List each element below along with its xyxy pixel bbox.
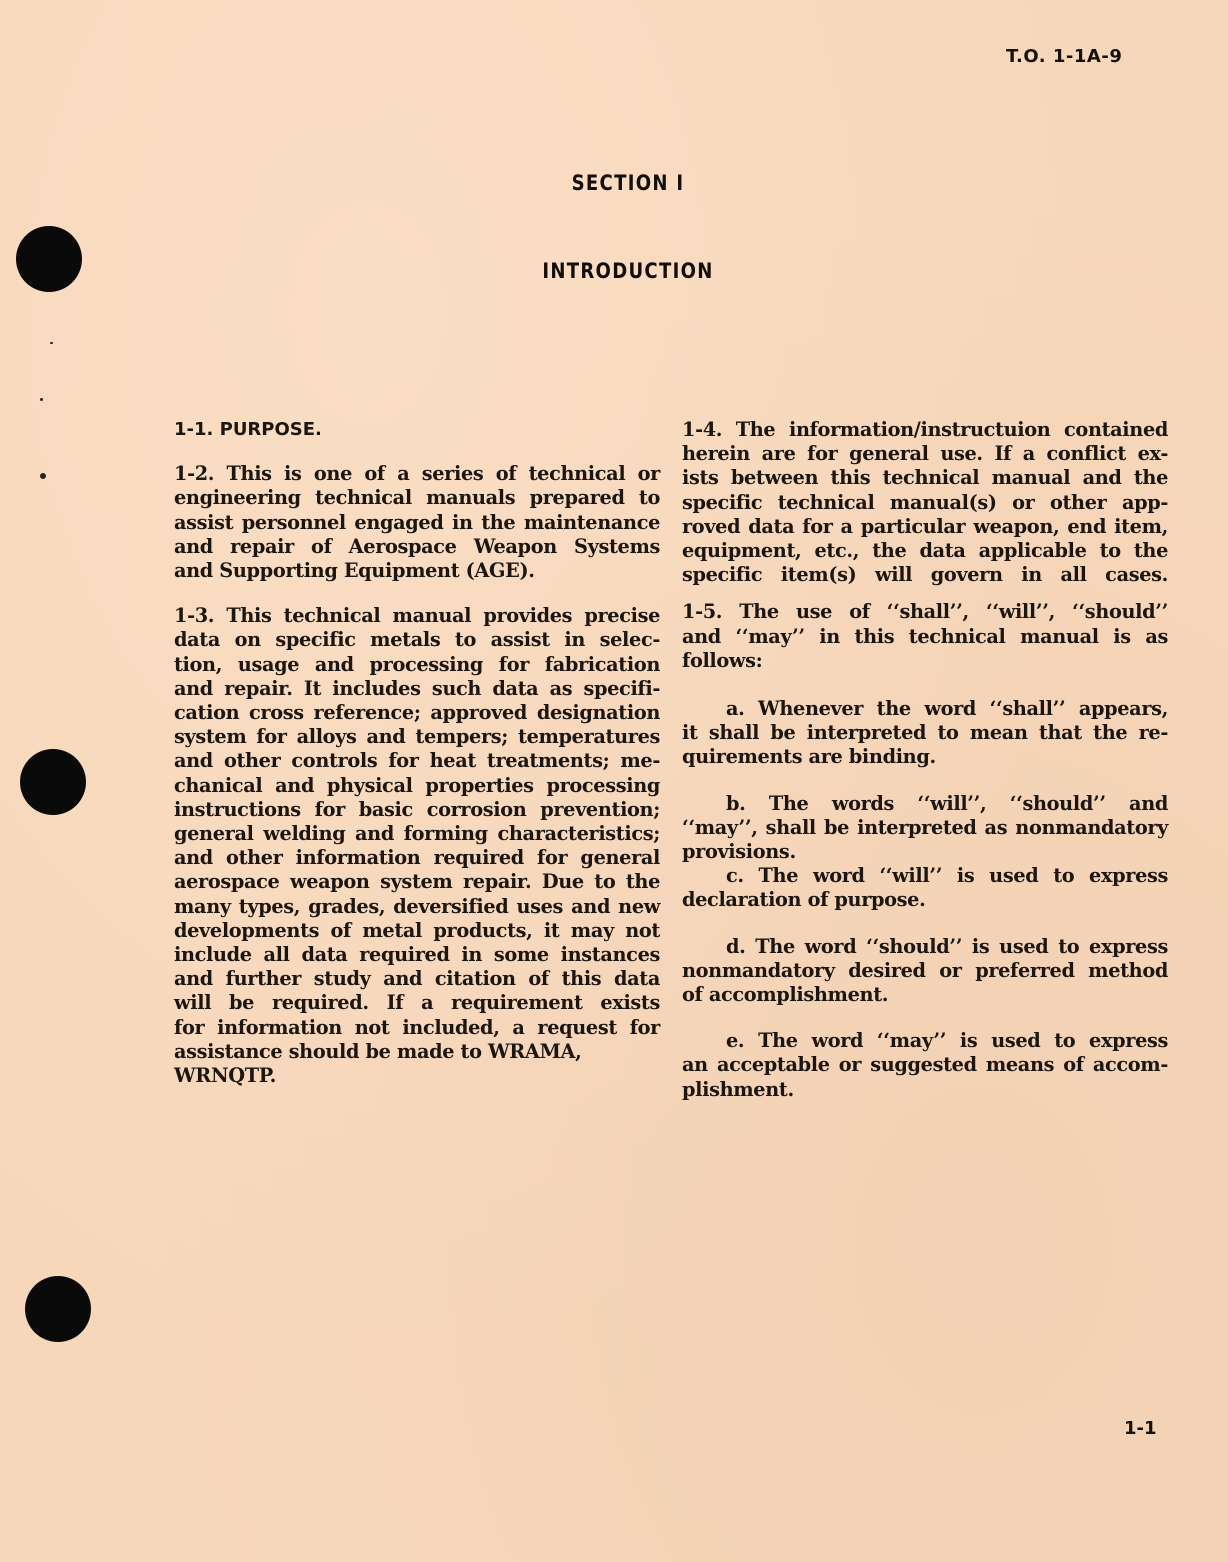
paragraph-heading-purpose: 1-1. PURPOSE. xyxy=(174,419,322,440)
paper-speck xyxy=(40,473,46,479)
text-line: equipment, etc., the data applicable to the xyxy=(682,539,1168,563)
text-line: cation cross reference; approved designation xyxy=(174,701,660,725)
text-line: nonmandatory desired or preferred method xyxy=(682,958,1168,982)
text-line: specific item(s) will govern in all cases. xyxy=(682,563,1168,587)
section-title: INTRODUCTION xyxy=(542,259,714,283)
text-line: assistance should be made to WRAMA, xyxy=(174,1039,582,1063)
text-line: 1-5. The use of ‘‘shall’’, ‘‘will’’, ‘‘should’’ xyxy=(682,600,1168,624)
paragraph-1-3 xyxy=(174,604,660,1088)
text-line: and further study and citation of this data xyxy=(174,967,660,991)
technical-order-number: T.O. 1-1A-9 xyxy=(1006,46,1123,67)
text-line: many types, grades, deversified uses and new xyxy=(174,894,660,918)
left-column xyxy=(174,418,660,1109)
text-line: include all data required in some instances xyxy=(174,943,660,967)
paragraph-1-5 xyxy=(682,600,1168,673)
text-line: and other controls for heat treatments; me- xyxy=(174,749,660,773)
text-line: plishment. xyxy=(682,1077,794,1101)
text-line: declaration of purpose. xyxy=(682,888,926,912)
text-line: provisions. xyxy=(682,840,796,864)
punch-hole-middle xyxy=(20,749,86,815)
text-line: and other information required for general xyxy=(174,846,660,870)
text-line: specific technical manual(s) or other app- xyxy=(682,490,1168,514)
punch-hole-top xyxy=(16,226,82,292)
text-line: and Supporting Equipment (AGE). xyxy=(174,559,535,583)
text-line: c. The word ‘‘will’’ is used to express xyxy=(726,864,1168,888)
text-line: tion, usage and processing for fabrication xyxy=(174,652,660,676)
text-line: d. The word ‘‘should’’ is used to express xyxy=(726,934,1168,958)
text-line: of accomplishment. xyxy=(682,983,889,1007)
sub-paragraph-b xyxy=(682,792,1168,865)
text-line: and repair. It includes such data as specifi- xyxy=(174,676,660,700)
sub-paragraph-e xyxy=(682,1029,1168,1102)
text-line: chanical and physical properties processing xyxy=(174,773,660,797)
text-line: it shall be interpreted to mean that the re- xyxy=(682,721,1168,745)
text-line: 1-4. The information/instructuion contained xyxy=(682,418,1168,441)
text-line: will be required. If a requirement exists xyxy=(174,991,660,1015)
text-line: instructions for basic corrosion prevention; xyxy=(174,797,660,821)
section-number: SECTION I xyxy=(571,171,685,195)
punch-hole-bottom xyxy=(25,1276,91,1342)
text-line: roved data for a particular weapon, end item, xyxy=(682,514,1168,538)
text-line: aerospace weapon system repair. Due to the xyxy=(174,870,660,894)
text-line: data on specific metals to assist in selec- xyxy=(174,628,660,652)
text-line: 1-2. This is one of a series of technical or xyxy=(174,462,660,486)
paragraph-1-2 xyxy=(174,462,660,583)
paper-speck xyxy=(50,342,53,344)
text-line: follows: xyxy=(682,648,763,672)
text-line: for information not included, a request for xyxy=(174,1015,660,1039)
text-line: quirements are binding. xyxy=(682,745,936,769)
text-line: e. The word ‘‘may’’ is used to express xyxy=(726,1029,1168,1053)
text-line: ‘‘may’’, shall be interpreted as nonmandatory xyxy=(682,815,1168,839)
paper-speck xyxy=(40,398,43,401)
sub-paragraph-c xyxy=(682,864,1168,912)
text-line: herein are for general use. If a conflict ex- xyxy=(682,442,1168,466)
text-line: assist personnel engaged in the maintenance xyxy=(174,510,660,534)
text-line: developments of metal products, it may not xyxy=(174,918,660,942)
text-line: WRNQTP. xyxy=(174,1064,277,1088)
text-line: and repair of Aerospace Weapon Systems xyxy=(174,534,660,558)
right-column xyxy=(682,418,1168,1123)
text-line: ists between this technical manual and the xyxy=(682,466,1168,490)
text-line: engineering technical manuals prepared to xyxy=(174,486,660,510)
text-line: b. The words ‘‘will’’, ‘‘should’’ and xyxy=(726,791,1168,815)
text-line: 1-3. This technical manual provides precise xyxy=(174,604,660,628)
text-line: and ‘‘may’’ in this technical manual is as xyxy=(682,624,1168,648)
text-line: system for alloys and tempers; temperatures xyxy=(174,725,660,749)
sub-paragraph-a xyxy=(682,697,1168,770)
page-number: 1-1 xyxy=(1124,1418,1157,1439)
paragraph-1-4 xyxy=(682,418,1168,587)
sub-paragraph-d xyxy=(682,935,1168,1008)
text-line: an acceptable or suggested means of accom- xyxy=(682,1053,1168,1077)
text-line: general welding and forming characteristics; xyxy=(174,822,660,846)
text-line: a. Whenever the word ‘‘shall’’ appears, xyxy=(726,697,1168,721)
